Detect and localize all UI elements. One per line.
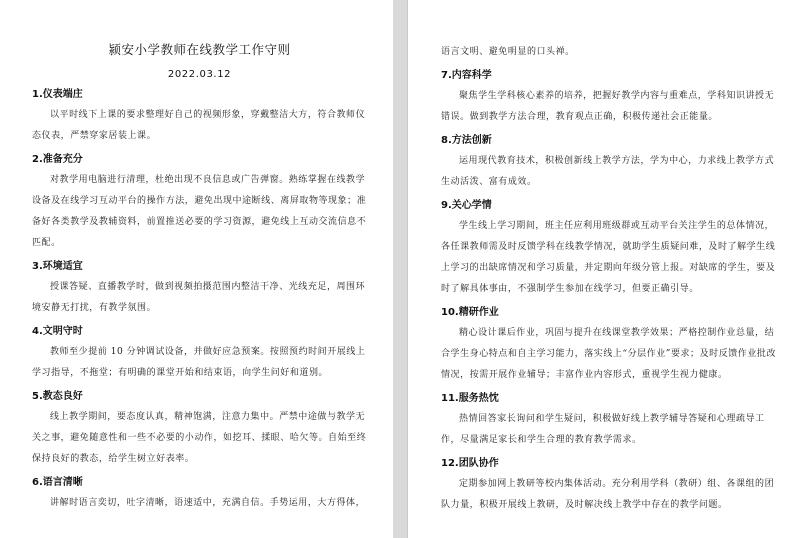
document-title: 颍安小学教师在线教学工作守则 <box>108 42 291 57</box>
document-page-left <box>0 0 393 538</box>
continued-text: 语言文明、避免明显的口头禅。 <box>441 47 575 57</box>
section-text: 热情回答家长询问和学生疑问，积极做好线上教学辅导答疑和心理疏导工作，尽量满足家长和学生合理的教育教学需求。 <box>441 414 765 445</box>
document-date: 2022.03.12 <box>167 69 232 80</box>
section-heading: 5.教态良好 <box>32 391 83 402</box>
section-heading: 9.关心学情 <box>441 200 492 211</box>
section-text: 授课答疑、直播教学时，做到视频拍摄范围内整洁干净、光线充足，周围环境安静无打扰，有教学氛围。 <box>32 282 366 313</box>
section-heading: 6.语言清晰 <box>32 477 83 488</box>
section-heading: 10.精研作业 <box>441 307 499 318</box>
section-heading: 2.准备充分 <box>32 154 83 165</box>
section-text: 对教学用电脑进行清理，杜绝出现不良信息或广告弹窗。熟练掌握在线教学设备及在线学习互动平台的操作方法，避免出现中途断线、离屏取物等现象；准备好各类教学及教辅资料，前置推送必要的学习资源，避免线上互动交流信息不匹配。 <box>32 175 367 248</box>
section-text: 线上教学期间，要态度认真，精神饱满，注意力集中。严禁中途做与教学无关之事，避免随意性和一些不必要的小动作，如挖耳、揉眼、哈欠等。自始至终保持良好的教态，给学生树立好表率。 <box>32 412 367 464</box>
section-text: 运用现代教育技术，积极创新线上教学方法，学为中心，力求线上教学方式生动活泼、富有成效。 <box>441 156 775 187</box>
document-page-right <box>407 0 800 538</box>
section-text: 以平时线下上课的要求整理好自己的视频形象，穿戴整洁大方，符合教师仪态仪表，严禁穿家居装上课。 <box>32 110 366 141</box>
section-heading: 3.环境适宜 <box>32 261 83 272</box>
section-text: 聚焦学生学科核心素养的培养，把握好教学内容与重难点，学科知识讲授无错误。做到教学方法合理，教育观点正确，积极传递社会正能量。 <box>441 91 775 122</box>
section-text: 讲解时语言奕切，吐字清晰，语速适中，充满自信。手势运用，大方得体， <box>50 498 366 508</box>
section-text: 精心设计课后作业，巩固与提升在线课堂教学效果；严格控制作业总量，结合学生身心特点和自主学习能力，落实线上“分层作业”要求；及时反馈作业批改情况，按需开展作业辅导；丰富作业内容形式，重视学生视力健康。 <box>441 328 777 380</box>
section-heading: 4.文明守时 <box>32 326 83 337</box>
section-text: 学生线上学习期间，班主任应利用班级群或互动平台关注学生的总体情况，各任课教师需及时反馈学科在线教学情况，就助学生质疑问难，及时了解学生线上学习的出缺席情况和学习质量，并定期向年级分管上报。对缺席的学生，要及时了解具体事由，不强制学生参加在线学习，但要正确引导。 <box>441 221 776 294</box>
section-heading: 1.仪表端庄 <box>32 89 83 100</box>
section-heading: 12.团队协作 <box>441 458 499 469</box>
section-text: 定期参加网上教研等校内集体活动。充分利用学科（教研）组、各课组的团队力量，积极开展线上教研，及时解决线上教学中存在的教学问题。 <box>441 479 775 510</box>
section-heading: 7.内容科学 <box>441 70 492 81</box>
section-text: 教师至少提前 10 分钟调试设备，并做好应急预案。按照预约时间开展线上学习指导，不拖堂；有明确的课堂开始和结束语，向学生问好和道别。 <box>32 347 366 378</box>
section-heading: 11.服务热忱 <box>441 393 499 404</box>
section-heading: 8.方法创新 <box>441 135 492 146</box>
